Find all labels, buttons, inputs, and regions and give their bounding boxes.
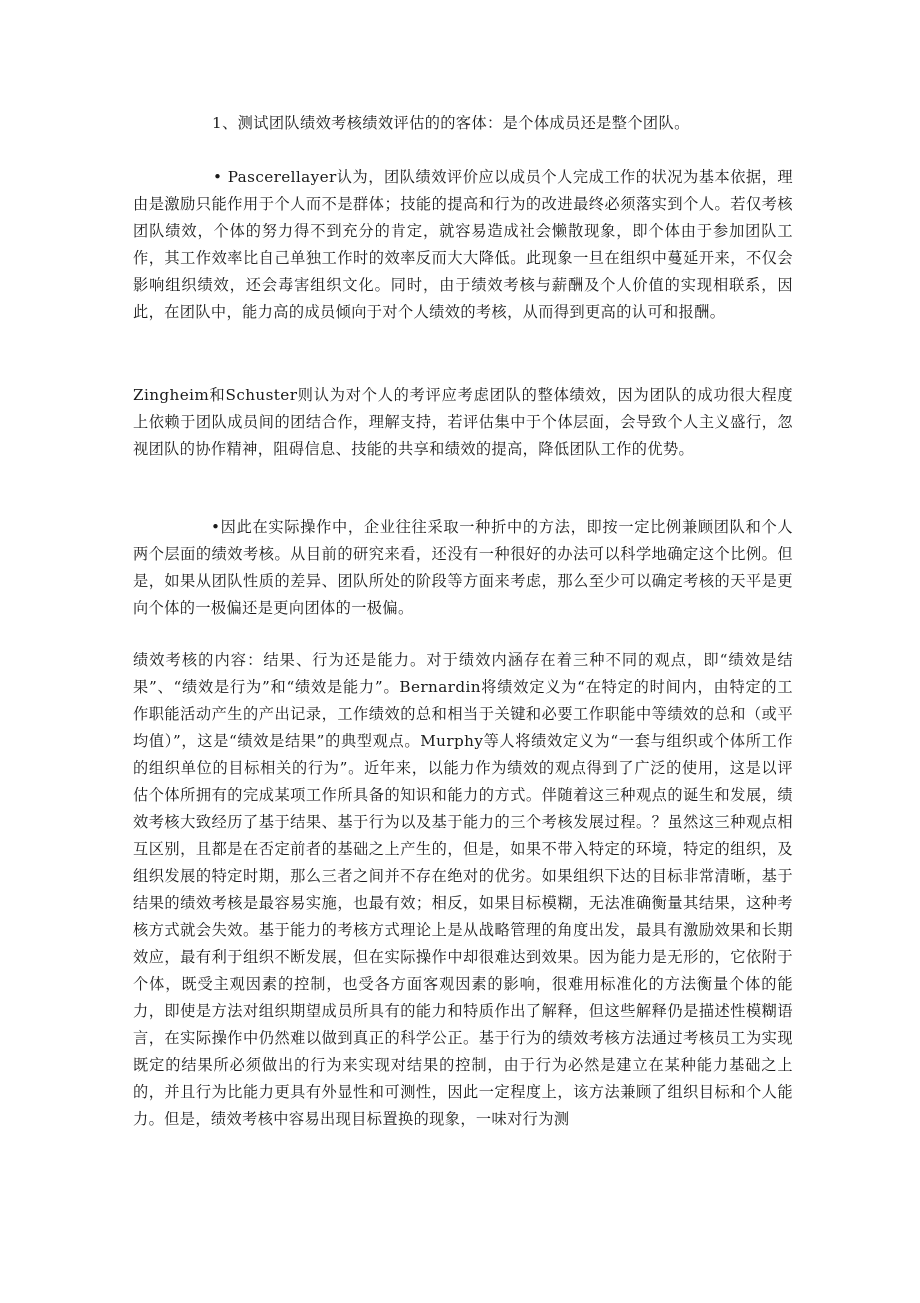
section-heading: 1、测试团队绩效考核绩效评估的的客体：是个体成员还是整个团队。 — [212, 114, 690, 132]
paragraph-pascerellayer: • Pascerellayer认为，团队绩效评价应以成员个人完成工作的状况为基本依据，理由是激励只能作用于个人而不是群体；技能的提高和行为的改进最终必须落实到个人。若仅考核团队绩效，个体的努力得不到充分的肯定，就容易造成社会懒散现象，即个体由于参加团队工作，其工作效率比自己单独工作时的效率反而大大降低。此现象一旦在组织中蔓延开来，不仅会影响组织绩效，还会毒害组织文化。同时，由于绩效考核与薪酬及个人价值的实现相联系，因此，在团队中，能力高的成员倾向于对个人绩效的考核，从而得到更高的认可和报酬。 — [133, 168, 793, 321]
paragraph-zingheim-schuster: Zingheim和Schuster则认为对个人的考评应考虑团队的整体绩效，因为团队的成功很大程度上依赖于团队成员间的团结合作，理解支持，若评估集中于个体层面，会导致个人主义盛行，忽视团队的协作精神，阻碍信息、技能的共享和绩效的提高，降低团队工作的优势。 — [133, 386, 793, 458]
paragraph-compromise-method: •因此在实际操作中，企业往往采取一种折中的方法，即按一定比例兼顾团队和个人两个层面的绩效考核。从目前的研究来看，还没有一种很好的办法可以科学地确定这个比例。但是，如果从团队性质的差异、团队所处的阶段等方面来考虑，那么至少可以确定考核的天平是更向个体的一极偏还是更向团体的一极偏。 — [133, 518, 793, 617]
paragraph-performance-content: 绩效考核的内容：结果、行为还是能力。对于绩效内涵存在着三种不同的观点，即“绩效是结果”、“绩效是行为”和“绩效是能力”。Bernardin将绩效定义为“在特定的时间内，由特定的工作职能活动产生的产出记录，工作绩效的总和相当于关键和必要工作职能中等绩效的总和（或平均值）”，这是“绩效是结果”的典型观点。Murphy等人将绩效定义为“一套与组织或个体所工作的组织单位的目标相关的行为”。近年来，以能力作为绩效的观点得到了广泛的使用，这是以评估个体所拥有的完成某项工作所具备的知识和能力的方式。伴随着这三种观点的诞生和发展，绩效考核大致经历了基于结果、基于行为以及基于能力的三个考核发展过程。？虽然这三种观点相互区别，且都是在否定前者的基础之上产生的，但是，如果不带入特定的环境，特定的组织，及组织发展的特定时期，那么三者之间并不存在绝对的优劣。如果组织下达的目标非常清晰，基于结果的绩效考核是最容易实施，也最有效；相反，如果目标模糊，无法准确衡量其结果，这种考核方式就会失效。基于能力的考核方式理论上是从战略管理的角度出发，最具有激励效果和长期效应，最有利于组织不断发展，但在实际操作中却很难达到效果。因为能力是无形的，它依附于个体，既受主观因素的控制，也受各方面客观因素的影响，很难用标准化的方法衡量个体的能力，即使是方法对组织期望成员所具有的能力和特质作出了解释，但这些解释仍是描述性模糊语言，在实际操作中仍然难以做到真正的科学公正。基于行为的绩效考核方法通过考核员工为实现既定的结果所必须做出的行为来实现对结果的控制，由于行为必然是建立在某种能力基础之上的，并且行为比能力更具有外显性和可测性，因此一定程度上，该方法兼顾了组织目标和个人能力。但是，绩效考核中容易出现目标置换的现象，一味对行为测 — [133, 651, 793, 1128]
